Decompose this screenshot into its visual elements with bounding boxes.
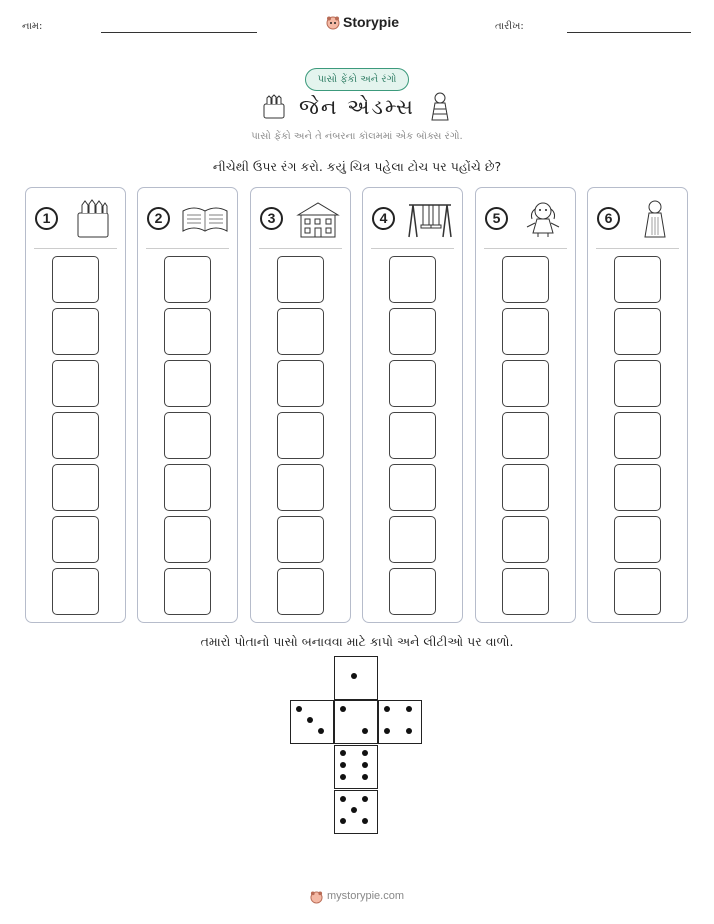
die-face-1 [334, 656, 378, 700]
die-face-5 [334, 790, 378, 834]
column-divider [596, 248, 679, 249]
house-icon [293, 199, 343, 239]
die-pip [362, 818, 368, 824]
column-3 [250, 187, 351, 623]
die-pip [351, 807, 357, 813]
color-box[interactable] [614, 256, 661, 303]
column-number: 2 [147, 207, 170, 230]
die-pip [362, 774, 368, 780]
color-box[interactable] [502, 516, 549, 563]
color-box[interactable] [389, 464, 436, 511]
die-face-6 [334, 745, 378, 789]
color-box[interactable] [389, 360, 436, 407]
column-divider [34, 248, 117, 249]
color-box[interactable] [164, 516, 211, 563]
column-divider [146, 248, 229, 249]
color-box[interactable] [52, 464, 99, 511]
color-box[interactable] [277, 360, 324, 407]
page-subtitle: પાસો ફેંકો અને તે નંબરના કૉલમમાં એક બૉક્સ રંગો. [251, 131, 463, 142]
die-pip [318, 728, 324, 734]
color-box[interactable] [389, 516, 436, 563]
column-divider [259, 248, 342, 249]
color-box[interactable] [389, 256, 436, 303]
color-box[interactable] [389, 308, 436, 355]
color-box[interactable] [52, 360, 99, 407]
color-box[interactable] [52, 256, 99, 303]
date-line[interactable] [567, 32, 691, 33]
swing-set-icon [405, 199, 455, 239]
color-box[interactable] [277, 516, 324, 563]
doll-figure-icon [630, 199, 680, 239]
color-box[interactable] [164, 360, 211, 407]
die-pip [340, 762, 346, 768]
column-1 [25, 187, 126, 623]
crayons-icon [261, 94, 287, 120]
title-row [0, 92, 714, 122]
die-pip [362, 796, 368, 802]
column-4 [362, 187, 463, 623]
column-5 [475, 187, 576, 623]
color-box[interactable] [52, 516, 99, 563]
color-box[interactable] [164, 568, 211, 615]
crayons-icon [68, 199, 118, 239]
die-pip [406, 706, 412, 712]
instruction-bottom: તમારો પોતાનો પાસો બનાવવા માટે કાપો અને લીટીઓ પર વાળો. [200, 634, 514, 649]
color-box[interactable] [502, 308, 549, 355]
column-number: 1 [35, 207, 58, 230]
die-pip [340, 796, 346, 802]
color-box[interactable] [164, 308, 211, 355]
column-2 [137, 187, 238, 623]
storypie-mascot-icon [326, 15, 340, 29]
instruction-top: નીચેથી ઉપર રંગ કરો. કયું ચિત્ર પહેલા ટોચ પર પહોંચે છે? [212, 159, 502, 174]
column-6 [587, 187, 688, 623]
color-box[interactable] [389, 568, 436, 615]
page-title: જેન એડમ્સ [299, 94, 415, 119]
doll-figure-icon [427, 92, 453, 122]
die-face-2 [334, 700, 378, 744]
color-box[interactable] [164, 256, 211, 303]
die-face-4 [378, 700, 422, 744]
color-box[interactable] [614, 464, 661, 511]
color-box[interactable] [277, 308, 324, 355]
storypie-mascot-icon [310, 889, 323, 902]
die-pip [384, 706, 390, 712]
die-pip [340, 750, 346, 756]
rag-doll-icon [518, 199, 568, 239]
die-pip [296, 706, 302, 712]
column-divider [484, 248, 567, 249]
column-divider [371, 248, 454, 249]
color-box[interactable] [502, 568, 549, 615]
color-box[interactable] [164, 412, 211, 459]
brand-name: Storypie [343, 14, 400, 30]
date-label: તારીખ: [495, 21, 524, 32]
color-box[interactable] [502, 464, 549, 511]
die-pip [384, 728, 390, 734]
name-label: નામ: [22, 21, 43, 32]
open-book-icon [180, 199, 230, 239]
die-pip [351, 673, 357, 679]
color-box[interactable] [502, 412, 549, 459]
color-box[interactable] [502, 256, 549, 303]
die-pip [340, 774, 346, 780]
color-box[interactable] [614, 412, 661, 459]
column-number: 3 [260, 207, 283, 230]
color-box[interactable] [277, 568, 324, 615]
die-pip [362, 762, 368, 768]
brand-logo [326, 13, 399, 31]
column-number: 5 [485, 207, 508, 230]
footer [0, 889, 714, 902]
column-number: 6 [597, 207, 620, 230]
color-box[interactable] [502, 360, 549, 407]
die-pip [406, 728, 412, 734]
column-number: 4 [372, 207, 395, 230]
color-box[interactable] [277, 412, 324, 459]
color-box[interactable] [614, 568, 661, 615]
activity-pill: પાસો ફેંકો અને રંગો [305, 68, 410, 91]
color-box[interactable] [164, 464, 211, 511]
die-face-3 [290, 700, 334, 744]
die-pip [362, 750, 368, 756]
name-line[interactable] [101, 32, 257, 33]
color-box[interactable] [614, 360, 661, 407]
footer-url[interactable]: mystorypie.com [326, 889, 405, 902]
die-pip [362, 728, 368, 734]
die-pip [340, 706, 346, 712]
die-pip [340, 818, 346, 824]
color-box[interactable] [52, 412, 99, 459]
color-box[interactable] [277, 256, 324, 303]
color-box[interactable] [614, 308, 661, 355]
color-box[interactable] [389, 412, 436, 459]
color-box[interactable] [277, 464, 324, 511]
color-box[interactable] [614, 516, 661, 563]
color-box[interactable] [52, 308, 99, 355]
color-box[interactable] [52, 568, 99, 615]
die-pip [307, 717, 313, 723]
